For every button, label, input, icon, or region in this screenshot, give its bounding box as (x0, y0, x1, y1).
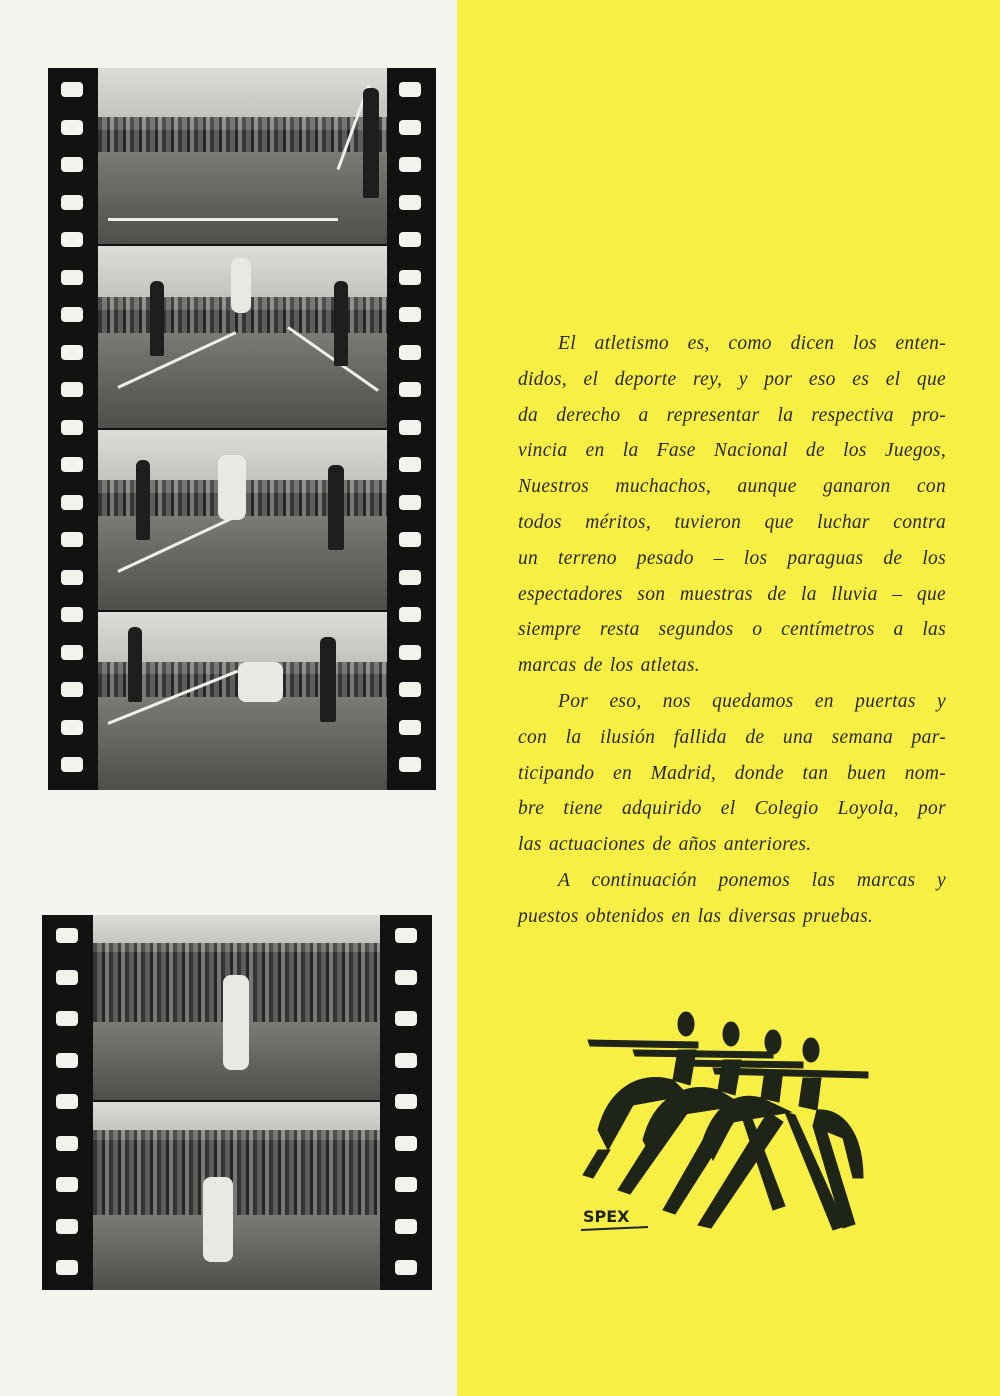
sprocket-hole (61, 607, 83, 622)
sprocket-hole (61, 82, 83, 97)
sprocket-hole (399, 570, 421, 585)
sprocket-holes-right (399, 68, 423, 790)
photo-hammer-throw-1 (93, 915, 380, 1100)
sprocket-hole (56, 1177, 78, 1192)
sprocket-hole (395, 970, 417, 985)
article-line: con la ilusión fallida de una semana par- (518, 726, 946, 748)
article-line: las actuaciones de años anteriores. (518, 834, 812, 856)
sprocket-hole (399, 120, 421, 135)
sprocket-hole (61, 457, 83, 472)
sprocket-hole (61, 682, 83, 697)
sprocket-hole (395, 1260, 417, 1275)
photo-hammer-throw-2 (93, 1102, 380, 1290)
sprocket-hole (61, 382, 83, 397)
sprocket-hole (56, 1094, 78, 1109)
sprocket-hole (395, 1011, 417, 1026)
article-line: A continuación ponemos las marcas y (558, 869, 946, 891)
sprocket-hole (399, 232, 421, 247)
article-line: didos, el deporte rey, y por eso es el que (518, 368, 946, 390)
sprocket-hole (399, 607, 421, 622)
article-line: ticipando en Madrid, donde tan buen nom- (518, 762, 946, 784)
photo-long-jump-1 (98, 68, 387, 244)
article-line: El atletismo es, como dicen los enten- (558, 333, 946, 354)
sprocket-hole (61, 420, 83, 435)
sprocket-hole (399, 457, 421, 472)
sprocket-hole (399, 645, 421, 660)
sprocket-hole (399, 532, 421, 547)
sprocket-hole (395, 928, 417, 943)
sprocket-hole (399, 82, 421, 97)
sprocket-hole (56, 1219, 78, 1234)
article-line: puestos obtenidos en las diversas pruebas. (518, 905, 874, 927)
sprocket-hole (395, 1136, 417, 1151)
sprocket-holes-left (61, 68, 85, 790)
sprocket-hole (56, 1053, 78, 1068)
article-line: marcas de los atletas. (518, 655, 700, 677)
article-line: Nuestros muchachos, aunque ganaron con (518, 476, 946, 498)
sprocket-hole (56, 1011, 78, 1026)
signature: SPEX (583, 1207, 630, 1226)
sprocket-hole (61, 757, 83, 772)
sprocket-hole (395, 1094, 417, 1109)
sprocket-hole (61, 120, 83, 135)
photo-long-jump-3 (98, 430, 387, 610)
sprocket-hole (56, 1136, 78, 1151)
film-strip-hammer-throw (42, 915, 432, 1290)
sprocket-hole (395, 1177, 417, 1192)
sprocket-hole (56, 970, 78, 985)
film-strip-long-jump (48, 68, 436, 790)
gymnasts-illustration (578, 1010, 878, 1250)
sprocket-hole (399, 720, 421, 735)
sprocket-hole (399, 307, 421, 322)
sprocket-hole (395, 1053, 417, 1068)
sprocket-hole (61, 345, 83, 360)
sprocket-hole (399, 420, 421, 435)
article-line: da derecho a representar la respectiva pro- (518, 404, 946, 426)
sprocket-hole (61, 157, 83, 172)
photo-long-jump-2 (98, 246, 387, 428)
sprocket-hole (61, 270, 83, 285)
sprocket-hole (61, 532, 83, 547)
gymnast-figure (633, 1022, 785, 1214)
sprocket-holes-right (395, 915, 419, 1290)
sprocket-hole (61, 720, 83, 735)
sprocket-hole (399, 382, 421, 397)
sprocket-hole (56, 1260, 78, 1275)
sprocket-hole (399, 270, 421, 285)
sprocket-hole (61, 495, 83, 510)
article-line: un terreno pesado – los paraguas de los (518, 547, 946, 569)
article-line: vincia en la Fase Nacional de los Juegos, (518, 440, 946, 462)
article-line: Por eso, nos quedamos en puertas y (558, 690, 946, 712)
sprocket-hole (399, 157, 421, 172)
sprocket-hole (61, 307, 83, 322)
photo-long-jump-4 (98, 612, 387, 790)
sprocket-hole (395, 1219, 417, 1234)
sprocket-hole (56, 928, 78, 943)
sprocket-hole (61, 232, 83, 247)
sprocket-hole (61, 195, 83, 210)
sprocket-holes-left (56, 915, 80, 1290)
article-line: siempre resta segundos o centímetros a las (518, 619, 946, 641)
sprocket-hole (61, 645, 83, 660)
sprocket-hole (61, 570, 83, 585)
sprocket-hole (399, 682, 421, 697)
sprocket-hole (399, 195, 421, 210)
sprocket-hole (399, 495, 421, 510)
sprocket-hole (399, 757, 421, 772)
sprocket-hole (399, 345, 421, 360)
article-line: todos méritos, tuvieron que luchar contra (518, 511, 946, 533)
article-line: bre tiene adquirido el Colegio Loyola, por (518, 798, 946, 820)
article-line: espectadores son muestras de la lluvia – que (518, 583, 946, 605)
article-text (518, 326, 946, 935)
